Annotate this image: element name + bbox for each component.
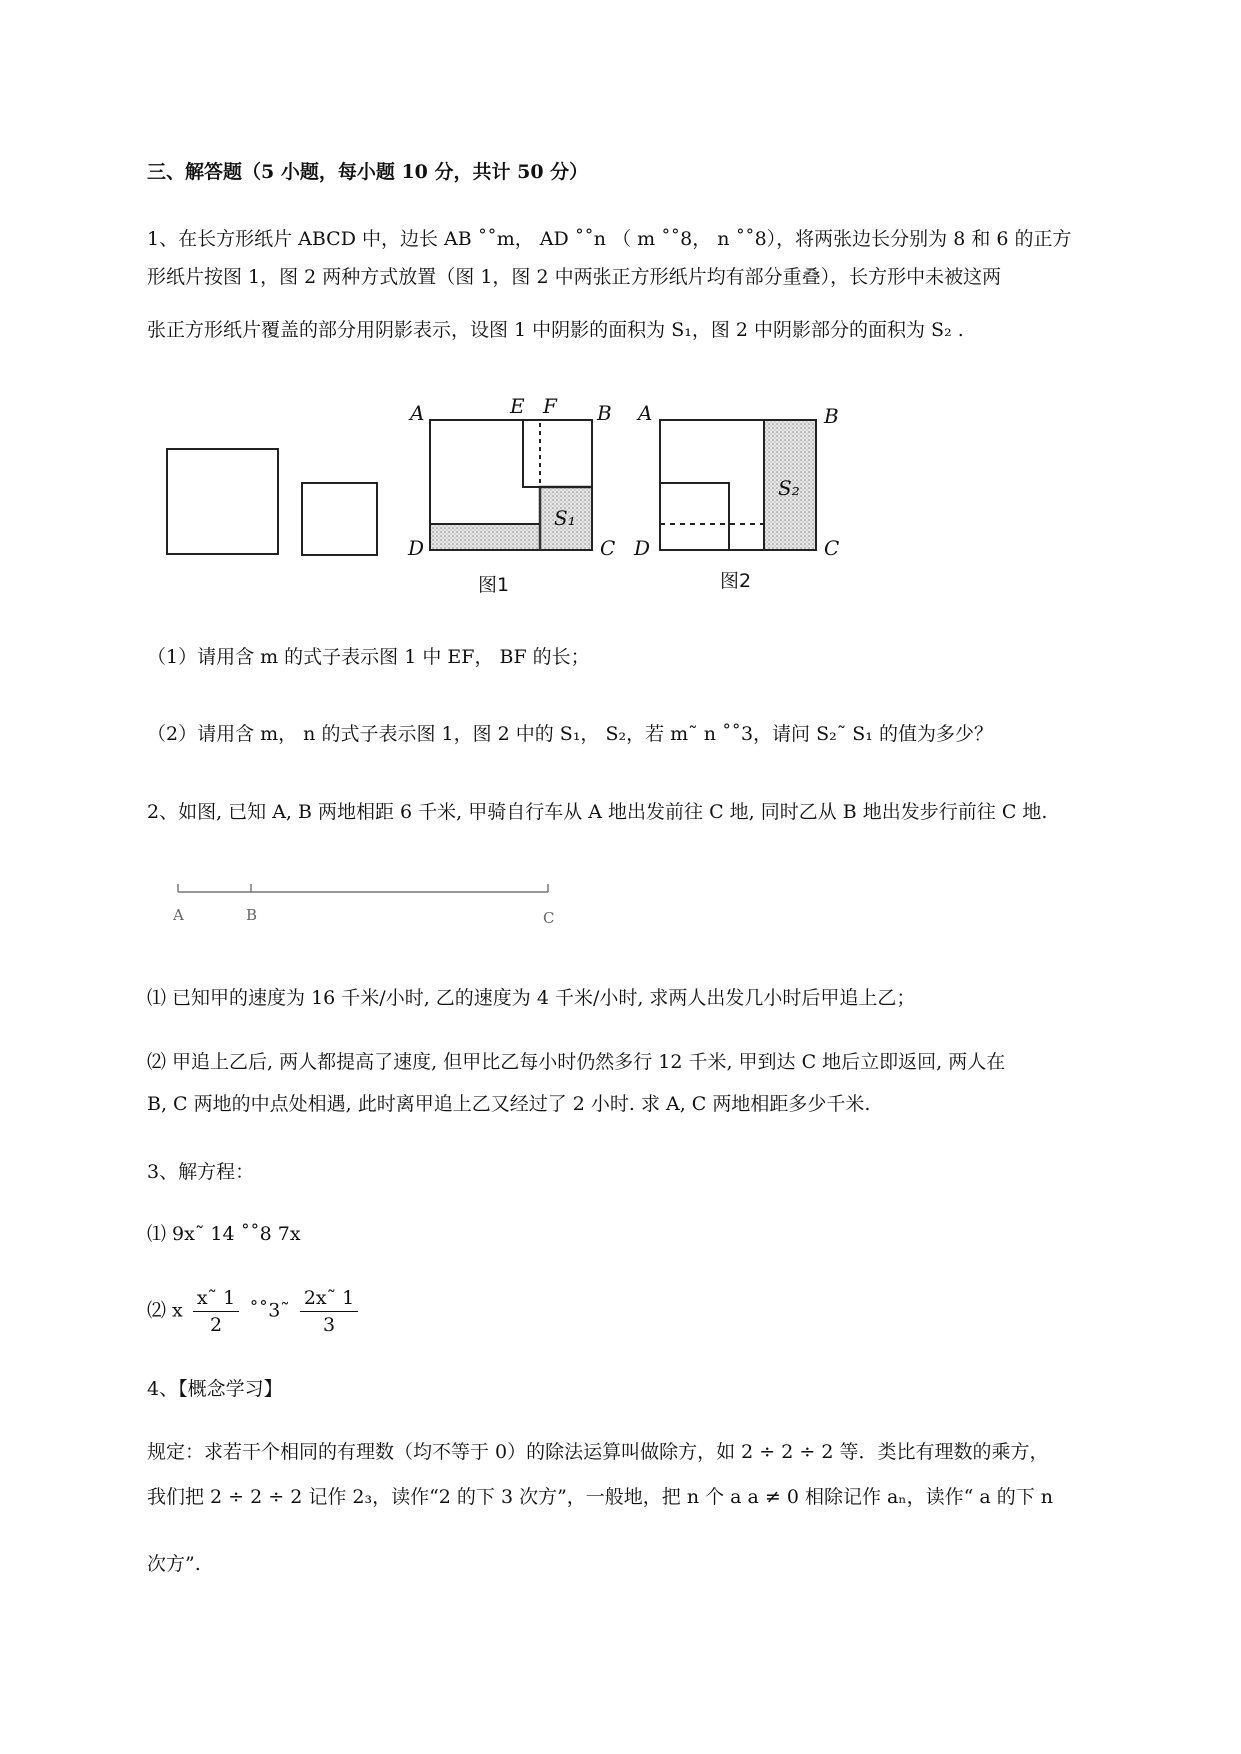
fig2-label-A: A [638,401,653,425]
line-label-B: B [246,906,258,924]
q3-eq2-mid: ˚˚3˜ [249,1299,290,1322]
q1-sub1: （1）请用含 m 的式子表示图 1 中 EF， BF 的长； [147,646,590,668]
figure-1 [400,395,620,600]
q1-sub2: （2）请用含 m， n 的式子表示图 1，图 2 中的 S₁， S₂，若 m˜ n ˚˚3，请问 S₂˜ S₁ 的值为多少？ [147,723,993,745]
fig2-label-B: B [824,404,839,428]
q3-eq2-f2-den: 3 [323,1314,336,1336]
fig1-shade-bottom [430,524,540,550]
line-label-C: C [543,909,555,927]
figure-2 [632,395,852,600]
q3-eq2-fraction-2 [300,1285,358,1338]
q3-title: 3、解方程： [147,1161,255,1183]
q1-line1: 1、在长方形纸片 ABCD 中，边长 AB ˚˚m， AD ˚˚n （ m ˚˚8， n ˚˚8），将两张边长分别为 8 和 6 的正方 [147,228,1072,250]
q3-eq2 [147,1285,362,1338]
q2-sub2-line1: ⑵ 甲追上乙后, 两人都提高了速度, 但甲比乙每小时仍然多行 12 千米, 甲到达 C 地后立即返回, 两人在 [147,1051,1006,1073]
q2-sub1: ⑴ 已知甲的速度为 16 千米/小时, 乙的速度为 4 千米/小时, 求两人出发几小时后甲追上乙； [147,987,916,1009]
fig1-label-C: C [600,536,616,560]
fig2-label-S2: S₂ [778,476,800,500]
q1-line3: 张正方形纸片覆盖的部分用阴影表示，设图 1 中阴影的面积为 S₁，图 2 中阴影部分的面积为 S₂ . [147,319,964,341]
section-title: 三、解答题（5 小题，每小题 10 分，共计 50 分） [147,161,589,183]
q3-eq2-f1-den: 2 [209,1314,223,1336]
q4-line3: 次方”. [147,1553,201,1575]
fig1-label-B: B [597,401,612,425]
fig2-label-C: C [824,536,840,560]
fig1-label-A: A [410,401,425,425]
q2-line1: 2、如图, 已知 A, B 两地相距 6 千米, 甲骑自行车从 A 地出发前往 C 地, 同时乙从 B 地出发步行前往 C 地. [147,801,1048,823]
fig1-caption: 图1 [478,574,510,596]
q4-line2: 我们把 2 ÷ 2 ÷ 2 记作 2₃，读作“2 的下 3 次方”，一般地，把 n 个 a a ≠ 0 相除记作 aₙ，读作“ a 的下 n [147,1486,1053,1508]
square-6 [301,482,379,556]
fig1-label-F: F [543,394,557,418]
fig1-label-S1: S₁ [554,506,576,530]
q3-eq2-prefix: ⑵ x [147,1299,183,1322]
square-8 [166,448,280,556]
fig1-label-E: E [510,394,525,418]
line-label-A: A [173,906,184,924]
q4-title: 4、【概念学习】 [147,1378,283,1400]
q3-eq1: ⑴ 9x˜ 14 ˚˚8 7x [147,1223,301,1245]
q2-sub2-line2: B, C 两地的中点处相遇, 此时离甲追上乙又经过了 2 小时. 求 A, C 两地相距多少千米. [147,1093,871,1115]
q3-eq2-f1-num: x˜ 1 [193,1285,239,1312]
fig2-caption: 图2 [720,570,752,592]
q1-line2: 形纸片按图 1，图 2 两种方式放置（图 1，图 2 中两张正方形纸片均有部分重叠），长方形中未被这两 [147,266,1002,288]
fig1-label-D: D [408,536,425,560]
q3-eq2-fraction-1 [193,1285,239,1338]
number-line [170,878,560,928]
fig2-label-D: D [634,536,651,560]
q4-line1: 规定：求若干个相同的有理数（均不等于 0）的除法运算叫做除方，如 2 ÷ 2 ÷ 2 等．类比有理数的乘方， [147,1441,1049,1463]
q3-eq2-f2-num: 2x˜ 1 [300,1285,358,1312]
